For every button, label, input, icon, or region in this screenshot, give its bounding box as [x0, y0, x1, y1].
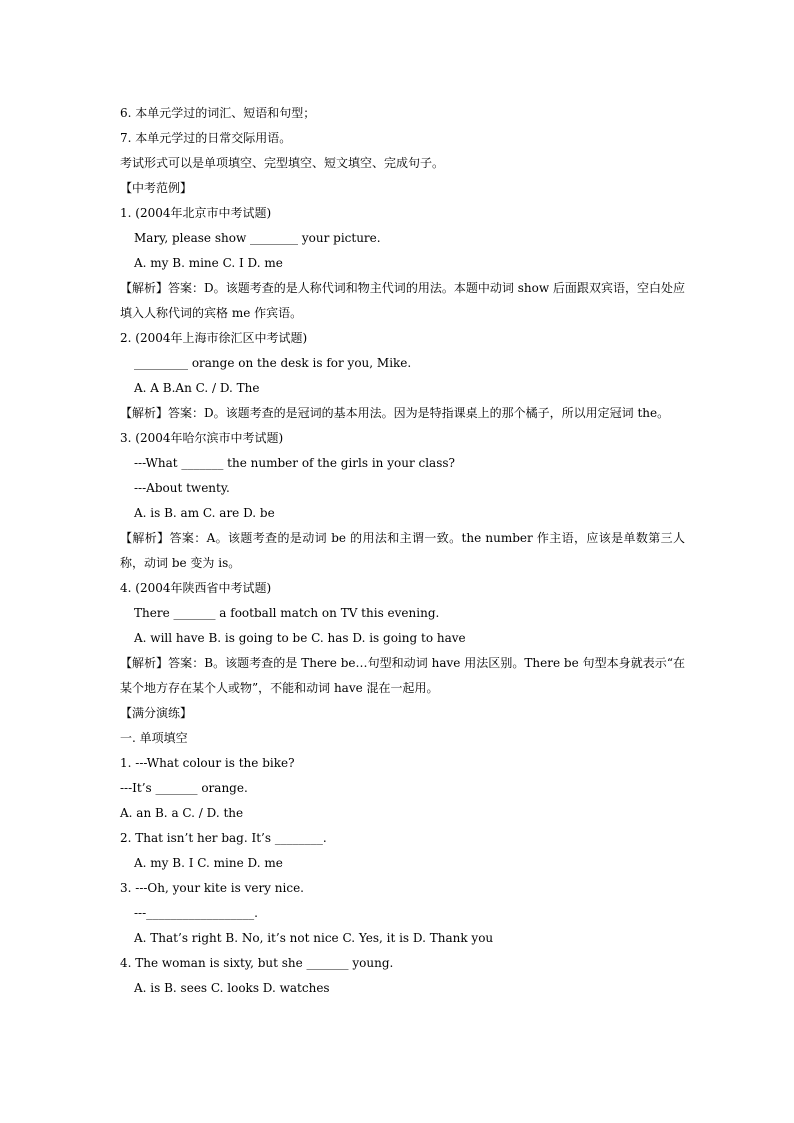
answer-options: A. is B. sees C. looks D. watches: [134, 981, 330, 995]
question-source: 2. (2004年上海市徐汇区中考试题): [120, 331, 308, 345]
answer-options: A. is B. am C. are D. be: [134, 506, 275, 520]
question-source: 4. (2004年陕西省中考试题): [120, 581, 272, 595]
exercise-question: 3. ---Oh, your kite is very nice.: [120, 881, 304, 895]
section-heading: 【满分演练】: [120, 706, 193, 720]
question-stem: Mary, please show ________ your picture.: [134, 231, 381, 245]
section-heading: 【中考范例】: [120, 181, 193, 195]
analysis-paragraph: 【解析】答案：D。该题考查的是冠词的基本用法。因为是特指课桌上的那个橘子，所以用定冠词 the。: [120, 406, 670, 420]
section-heading: 一. 单项填空: [120, 731, 188, 745]
question-source: 3. (2004年哈尔滨市中考试题): [120, 431, 284, 445]
question-stem: _________ orange on the desk is for you, Mike.: [134, 356, 412, 370]
question-source: 1. (2004年北京市中考试题): [120, 206, 272, 220]
exercise-question: 4. The woman is sixty, but she _______ young.: [120, 956, 394, 970]
analysis-paragraph: 【解析】答案：D。该题考查的是人称代词和物主代词的用法。本题中动词 show 后面跟双宾语，空白处应填入人称代词的宾格 me 作宾语。: [120, 281, 685, 320]
exercise-question: 2. That isn’t her bag. It’s ________.: [120, 831, 327, 845]
exercise-question: ---It’s _______ orange.: [120, 781, 248, 795]
text-line: 考试形式可以是单项填空、完型填空、短文填空、完成句子。: [120, 156, 445, 170]
question-stem: There _______ a football match on TV this evening.: [134, 606, 440, 620]
answer-options: A. my B. mine C. I D. me: [134, 256, 283, 270]
exercise-question: 1. ---What colour is the bike?: [120, 756, 295, 770]
exercise-question: ---__________________.: [134, 906, 258, 920]
analysis-paragraph: 【解析】答案：B。该题考查的是 There be…句型和动词 have 用法区别。There be 句型本身就表示“在某个地方存在某个人或物”，不能和动词 have 混在一起用。: [120, 656, 685, 695]
answer-options: A. my B. I C. mine D. me: [134, 856, 283, 870]
text-line: 7. 本单元学过的日常交际用语。: [120, 131, 292, 145]
answer-options: A. will have B. is going to be C. has D. is going to have: [134, 631, 466, 645]
answer-options: A. an B. a C. / D. the: [120, 806, 244, 820]
question-stem: ---About twenty.: [134, 481, 230, 495]
answer-options: A. A B.An C. / D. The: [134, 381, 260, 395]
question-stem: ---What _______ the number of the girls in your class?: [134, 456, 455, 470]
document-content: [120, 101, 685, 1001]
answer-options: A. That’s right B. No, it’s not nice C. Yes, it is D. Thank you: [134, 931, 494, 945]
analysis-paragraph: 【解析】答案：A。该题考查的是动词 be 的用法和主谓一致。the number 作主语，应该是单数第三人称，动词 be 变为 is。: [120, 531, 685, 570]
text-line: 6. 本单元学过的词汇、短语和句型；: [120, 106, 316, 120]
